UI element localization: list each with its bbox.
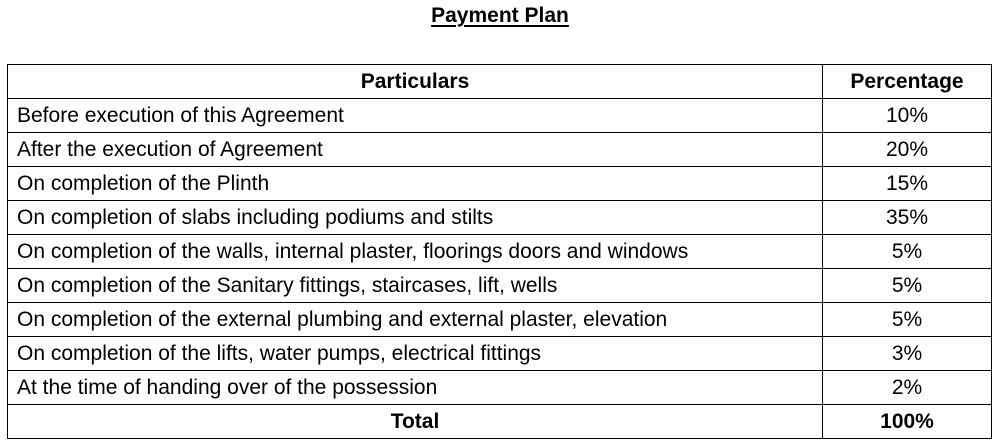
percentage-cell: 20%: [823, 133, 992, 167]
column-header-percentage: Percentage: [823, 65, 992, 99]
page-title: [0, 2, 1000, 30]
column-header-particulars: Particulars: [8, 65, 823, 99]
particular-cell: Before execution of this Agreement: [8, 99, 823, 133]
table-row: [8, 167, 992, 201]
percentage-cell: 5%: [823, 269, 992, 303]
percentage-cell: 15%: [823, 167, 992, 201]
percentage-cell: 5%: [823, 303, 992, 337]
particular-cell: On completion of the Plinth: [8, 167, 823, 201]
total-row: [8, 405, 992, 439]
percentage-cell: 5%: [823, 235, 992, 269]
particular-cell: On completion of the lifts, water pumps, electrical fittings: [8, 337, 823, 371]
table-row: [8, 269, 992, 303]
page-title-text: Payment Plan: [431, 4, 569, 27]
particular-cell: After the execution of Agreement: [8, 133, 823, 167]
percentage-cell: 10%: [823, 99, 992, 133]
particular-cell: On completion of the walls, internal plaster, floorings doors and windows: [8, 235, 823, 269]
table-row: [8, 235, 992, 269]
percentage-cell: 3%: [823, 337, 992, 371]
table-row: [8, 201, 992, 235]
percentage-cell: 35%: [823, 201, 992, 235]
table-header-row: [8, 65, 992, 99]
total-label: Total: [8, 405, 823, 439]
table-row: [8, 337, 992, 371]
percentage-cell: 2%: [823, 371, 992, 405]
particular-cell: On completion of the Sanitary fittings, staircases, lift, wells: [8, 269, 823, 303]
table-row: [8, 303, 992, 337]
table-row: [8, 133, 992, 167]
particular-cell: On completion of slabs including podiums and stilts: [8, 201, 823, 235]
table-row: [8, 371, 992, 405]
particular-cell: On completion of the external plumbing and external plaster, elevation: [8, 303, 823, 337]
total-percentage: 100%: [823, 405, 992, 439]
table-row: [8, 99, 992, 133]
payment-plan-table: [7, 64, 992, 439]
particular-cell: At the time of handing over of the possession: [8, 371, 823, 405]
